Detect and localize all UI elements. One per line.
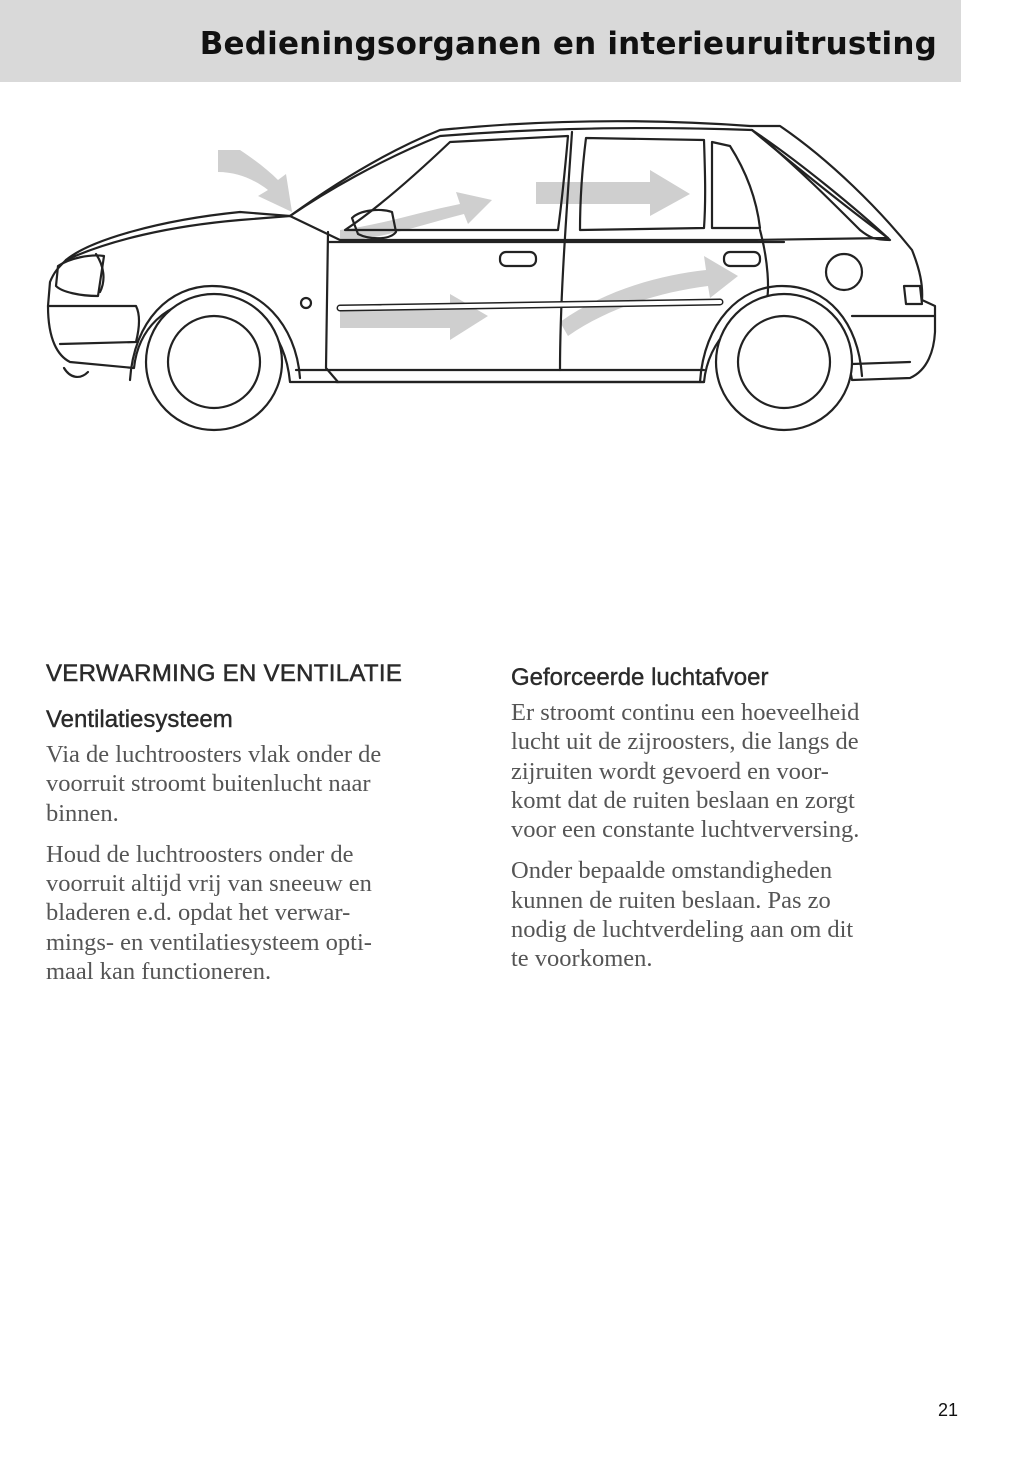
car-airflow-illustration <box>40 100 945 440</box>
subheading-ventilation-system: Ventilatiesysteem <box>46 706 233 733</box>
rear-door-lower-arrow-icon <box>560 256 738 336</box>
paragraph: Via de luchtroosters vlak onder de voorruit stroomt buitenlucht naar binnen. <box>46 741 382 827</box>
rear-door-upper-arrow-icon <box>536 170 690 216</box>
right-column <box>511 660 951 986</box>
header-band <box>0 0 961 82</box>
paragraph: Onder bepaalde omstandigheden kunnen de ruiten beslaan. Pas zo nodig de luchtverdeling aan om dit te voorkomen. <box>511 857 854 973</box>
paragraph: Er stroomt continu een hoeveelheid lucht uit de zijroosters, die langs de zijruiten wordt gevoerd en voor- komt dat de ruiten beslaan en zorgt voor een constante luchtverversing. <box>511 699 860 844</box>
page-title: Bedieningsorganen en interieuruitrusting <box>199 26 937 62</box>
page-number: 21 <box>938 1400 959 1420</box>
intake-arrow-icon <box>218 150 292 212</box>
left-column <box>46 660 476 998</box>
rear-wheel <box>716 294 852 430</box>
subheading-forced-air-extraction: Geforceerde luchtafvoer <box>511 664 769 691</box>
front-door-lower-arrow-icon <box>340 294 488 340</box>
section-heading: VERWARMING EN VENTILATIE <box>46 660 403 687</box>
front-wheel <box>146 294 282 430</box>
paragraph: Houd de luchtroosters onder de voorruit altijd vrij van sneeuw en bladeren e.d. opdat het verwar- mings- en ventilatiesysteem opti- maal kan functioneren. <box>46 840 372 986</box>
airflow-arrows <box>218 150 738 340</box>
